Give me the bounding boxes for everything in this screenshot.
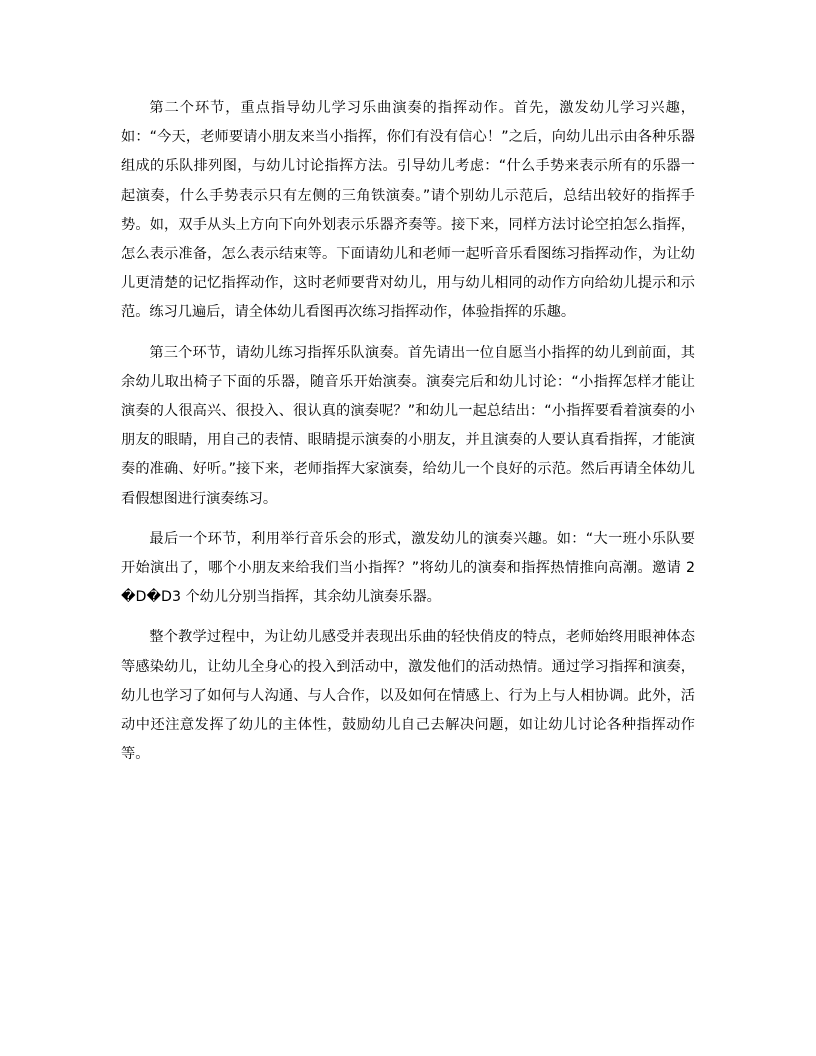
document-body bbox=[121, 94, 695, 780]
paragraph-section-three: 第三个环节，请幼儿练习指挥乐队演奏。首先请出一位自愿当小指挥的幼儿到前面，其余幼儿取出椅子下面的乐器，随音乐开始演奏。演奏完后和幼儿讨论：“小指挥怎样才能让演奏的人很高兴、很投入、很认真的演奏呢？”和幼儿一起总结出：“小指挥要看着演奏的小朋友的眼睛，用自己的表情、眼睛提示演奏的小朋友，并且演奏的人要认真看指挥，才能演奏的准确、好听。”接下来，老师指挥大家演奏，给幼儿一个良好的示范。然后再请全体幼儿看假想图进行演奏练习。 bbox=[121, 344, 695, 507]
paragraph-summary: 整个教学过程中，为让幼儿感受并表现出乐曲的轻快俏皮的特点，老师始终用眼神体态等感染幼儿，让幼儿全身心的投入到活动中，激发他们的活动热情。通过学习指挥和演奏，幼儿也学习了如何与人沟通、与人合作，以及如何在情感上、行为上与人相协调。此外，活动中还注意发挥了幼儿的主体性，鼓励幼儿自己去解决问题，如让幼儿讨论各种指挥动作等。 bbox=[121, 629, 695, 763]
paragraph-final-section: 最后一个环节，利用举行音乐会的形式，激发幼儿的演奏兴趣。如：“大一班小乐队要开始演出了，哪个小朋友来给我们当小指挥？”将幼儿的演奏和指挥热情推向高潮。邀请 2�D�D3 个幼儿分别当指挥，其余幼儿演奏乐器。 bbox=[121, 530, 695, 606]
paragraph-section-two: 第二个环节，重点指导幼儿学习乐曲演奏的指挥动作。首先，激发幼儿学习兴趣，如：“今天，老师要请小朋友来当小指挥，你们有没有信心！”之后，向幼儿出示由各种乐器组成的乐队排列图，与幼儿讨论指挥方法。引导幼儿考虑：“什么手势来表示所有的乐器一起演奏，什么手势表示只有左侧的三角铁演奏。”请个别幼儿示范后，总结出较好的指挥手势。如，双手从头上方向下向外划表示乐器齐奏等。接下来，同样方法讨论空拍怎么指挥，怎么表示准备，怎么表示结束等。下面请幼儿和老师一起听音乐看图练习指挥动作，为让幼儿更清楚的记忆指挥动作，这时老师要背对幼儿，用与幼儿相同的动作方向给幼儿提示和示范。练习几遍后，请全体幼儿看图再次练习指挥动作，体验指挥的乐趣。 bbox=[121, 100, 695, 321]
